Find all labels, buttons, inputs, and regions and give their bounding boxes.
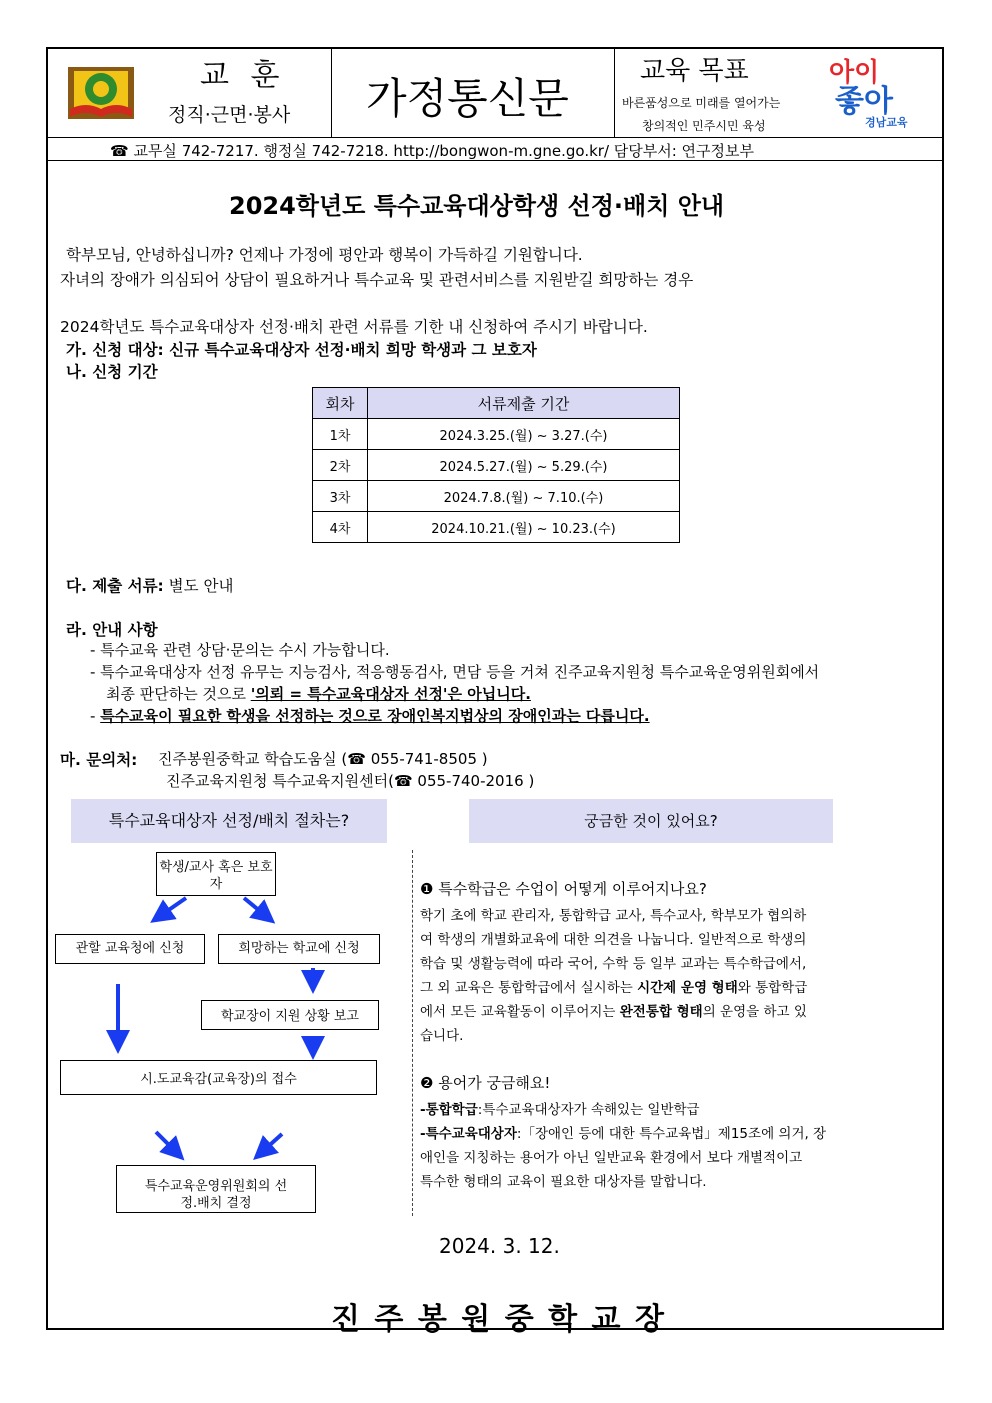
logo-text-mid: 좋아 (835, 84, 893, 119)
faq-text: 와 통합학급 (737, 980, 808, 996)
newsletter-title: 가정통신문 (366, 74, 569, 123)
item-na: 나. 신청 기간 (66, 363, 158, 381)
note-2b (106, 683, 531, 704)
faq-text: 의 운영을 하고 있 (702, 1004, 807, 1020)
note-3-underline: 특수교육이 필요한 학생을 선정하는 것으로 장애인복지법상의 장애인과는 다릅니다. (100, 707, 650, 725)
faq-text: 에서 모든 교육활동이 이루어지는 (420, 1004, 620, 1020)
note-2b-underline: '의뢰 = 특수교육대상자 선정'은 아닙니다. (250, 685, 531, 703)
faq-answer-line (420, 976, 807, 996)
round-cell: 2차 (313, 450, 368, 481)
section-divider (412, 850, 413, 1216)
term-1 (420, 1098, 700, 1118)
logo-text-top: 아이 (829, 58, 880, 88)
faq-bold: 완전통합 형태 (619, 1004, 703, 1020)
contact-2: 진주교육지원청 특수교육지원센터(☎ 055-740-2016 ) (166, 772, 535, 790)
faq-answer-line: 학기 초에 학교 관리자, 통합학급 교사, 특수교사, 학부모가 협의하 (420, 908, 807, 924)
faq-bold: 시간제 운영 형태 (637, 980, 738, 996)
step-report: 학교장이 지원 상황 보고 (201, 1000, 379, 1030)
note-2: - 특수교육대상자 선정 유무는 지능검사, 적응행동검사, 면담 등을 거쳐 진주교육지원청 특수교육운영위원회에서 (90, 663, 820, 681)
goal-line1: 바른품성으로 미래를 열어가는 (622, 96, 781, 110)
step-school: 희망하는 학교에 신청 (218, 934, 380, 964)
item-ra: 라. 안내 사항 (66, 621, 158, 639)
document-title: 2024학년도 특수교육대상학생 선정·배치 안내 (229, 192, 725, 220)
goal-line2: 창의적인 민주시민 육성 (642, 119, 766, 133)
note-2b-text: 최종 판단하는 것으로 (106, 685, 251, 703)
column-header: 회차 (313, 388, 368, 419)
faq-answer-line: 습니다. (420, 1028, 464, 1044)
issue-date: 2024. 3. 12. (439, 1234, 560, 1258)
gyeongnam-logo (825, 52, 925, 132)
motto-title: 교 훈 (200, 58, 286, 93)
period-cell: 2024.3.25.(월) ~ 3.27.(수) (368, 419, 680, 450)
term-name: -특수교육대상자 (420, 1126, 517, 1142)
motto-text: 정직·근면·봉사 (168, 104, 291, 126)
contact-line: ☎ 교무실 742-7217. 행정실 742-7218. http://bongwon-m.gne.go.kr/ 담당부서: 연구정보부 (110, 142, 754, 160)
header-divider (331, 47, 332, 138)
term-2 (420, 1122, 826, 1142)
term-2-line: 애인을 지칭하는 용어가 아닌 일반교육 환경에서 보다 개별적이고 (420, 1150, 803, 1166)
term-def: :「장애인 등에 대한 특수교육법」제15조에 의거, 장 (516, 1126, 827, 1142)
faq-answer-line: 학습 및 생활능력에 따라 국어, 수학 등 일부 교과는 특수학급에서, (420, 956, 807, 972)
period-cell: 2024.7.8.(월) ~ 7.10.(수) (368, 481, 680, 512)
table-row (313, 512, 680, 543)
term-name: -통합학급 (420, 1102, 478, 1118)
request: 2024학년도 특수교육대상자 선정·배치 관련 서류를 기한 내 신청하여 주시기 바랍니다. (60, 318, 648, 336)
faq-question-1: ❶ 특수학급은 수업이 어떻게 이루어지나요? (420, 880, 707, 898)
table-row (313, 419, 680, 450)
note-3 (90, 705, 650, 726)
step-receive: 시.도교육감(교육장)의 접수 (60, 1060, 377, 1095)
school-emblem-icon (62, 57, 140, 123)
column-header: 서류제출 기간 (368, 388, 680, 419)
signature: 진 주 봉 원 중 학 교 장 (331, 1302, 666, 1337)
item-ma-label: 마. 문의처: (60, 751, 138, 769)
table-header-row (313, 388, 680, 419)
faq-text: 그 외 교육은 통합학급에서 실시하는 (420, 980, 638, 996)
header-divider (614, 47, 615, 138)
procedure-heading: 특수교육대상자 선정/배치 절차는? (71, 799, 387, 843)
goal-title: 교육 목표 (640, 56, 749, 86)
item-da (66, 574, 234, 596)
faq-question-2: ❷ 용어가 궁금해요! (420, 1074, 551, 1092)
faq-heading: 궁금한 것이 있어요? (469, 799, 833, 843)
item-da-value: 별도 안내 (163, 577, 234, 595)
schedule-table (312, 387, 680, 543)
greeting: 학부모님, 안녕하십니까? 언제나 가정에 평안과 행복이 가득하길 기원합니다. (66, 246, 583, 264)
faq-answer-line: 여 학생의 개별화교육에 대한 의견을 나눕니다. 일반적으로 학생의 (420, 932, 807, 948)
step-start: 학생/교사 혹은 보호자 (156, 852, 276, 896)
step-office: 관할 교육청에 신청 (55, 934, 205, 964)
note-3-dash: - (90, 707, 101, 725)
term-2-line: 특수한 형태의 교육이 필요한 대상자를 말합니다. (420, 1174, 707, 1190)
period-cell: 2024.5.27.(월) ~ 5.29.(수) (368, 450, 680, 481)
header-rule (46, 137, 944, 138)
contact-1: 진주봉원중학교 학습도움실 (☎ 055-741-8505 ) (158, 750, 488, 768)
round-cell: 1차 (313, 419, 368, 450)
period-cell: 2024.10.21.(월) ~ 10.23.(수) (368, 512, 680, 543)
faq-answer-line (420, 1000, 807, 1020)
table-row (313, 481, 680, 512)
round-cell: 4차 (313, 512, 368, 543)
logo-text-bottom: 경남교육 (865, 116, 908, 129)
term-def: :특수교육대상자가 속해있는 일반학급 (477, 1102, 700, 1118)
table-row (313, 450, 680, 481)
note-1: - 특수교육 관련 상담·문의는 수시 가능합니다. (90, 641, 390, 659)
step-final: 특수교육운영위원회의 선정.배치 결정 (116, 1165, 316, 1213)
item-ga: 가. 신청 대상: 신규 특수교육대상자 선정·배치 희망 학생과 그 보호자 (66, 341, 537, 359)
round-cell: 3차 (313, 481, 368, 512)
intro: 자녀의 장애가 의심되어 상담이 필요하거나 특수교육 및 관련서비스를 지원받길 희망하는 경우 (60, 271, 694, 289)
item-da-label: 다. 제출 서류: (66, 577, 164, 595)
